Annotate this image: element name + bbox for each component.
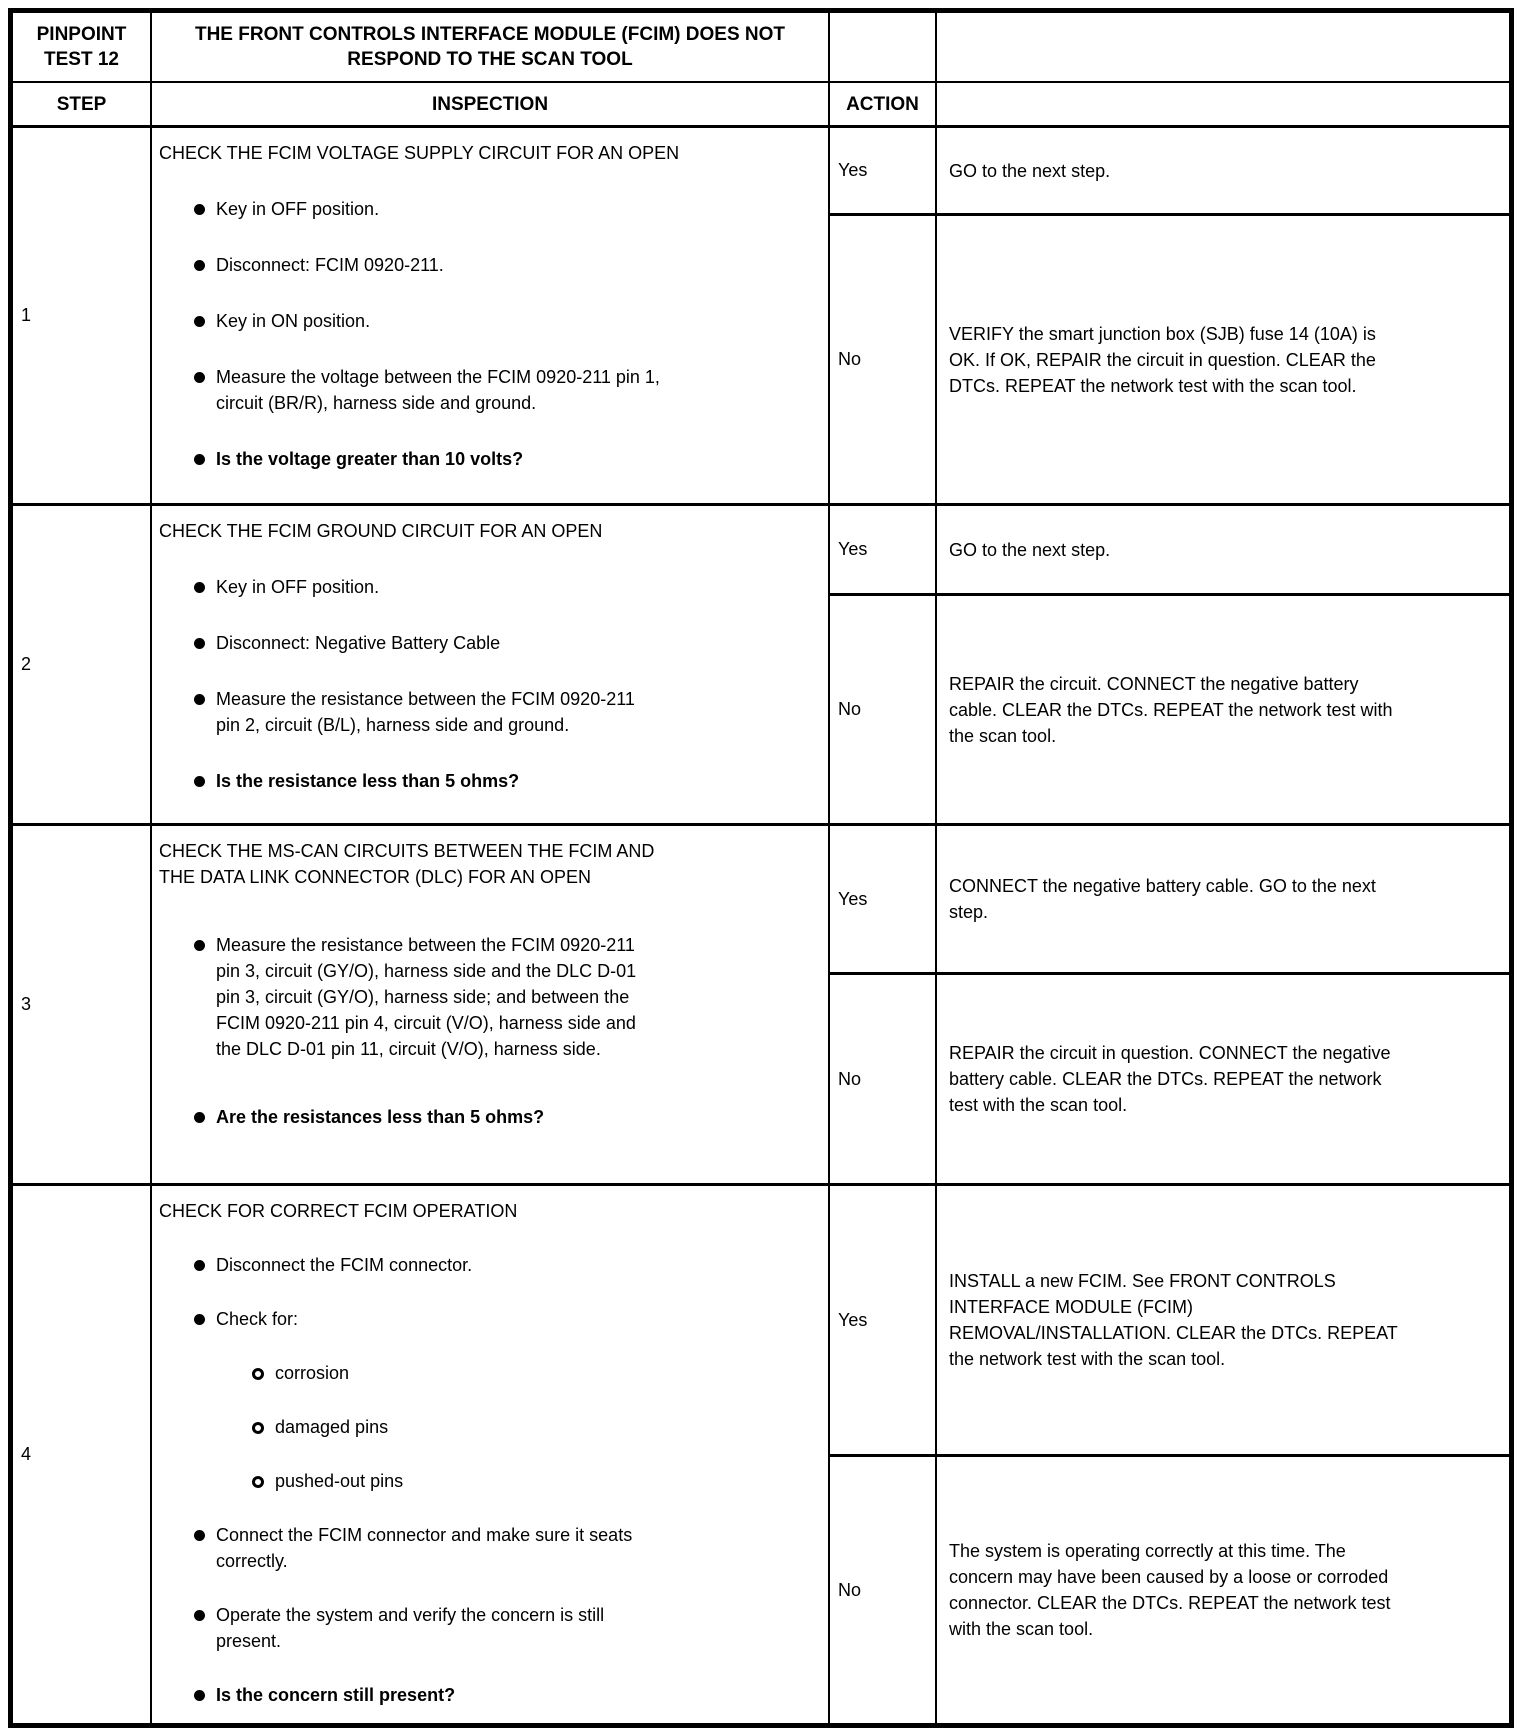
sub-bullet-icon — [252, 1422, 264, 1434]
step-row-3 — [13, 823, 1509, 1183]
answer-cell — [830, 216, 937, 503]
result-cell — [937, 1457, 1509, 1723]
step-row-2 — [13, 503, 1509, 823]
pinpoint-test-label-cell — [13, 13, 152, 81]
result-text: GO to the next step. — [949, 160, 1111, 181]
question-bullet-item: Is the concern still present? — [159, 1682, 820, 1708]
bullet-item: Key in OFF position. — [159, 196, 820, 222]
bullet-icon — [194, 1314, 205, 1325]
result-cell — [937, 216, 1509, 503]
step-number: 3 — [21, 994, 32, 1014]
bullet-item: Disconnect: FCIM 0920-211. — [159, 252, 820, 278]
answer-cell — [830, 975, 937, 1183]
result-text: REPAIR the circuit. CONNECT the negative battery cable. CLEAR the DTCs. REPEAT the network test with the scan tool. — [949, 673, 1393, 746]
bullet-item: Disconnect: Negative Battery Cable — [159, 630, 820, 656]
sub-bullet-item: pushed-out pins — [159, 1468, 820, 1494]
sub-bullet-item: damaged pins — [159, 1414, 820, 1440]
bullet-icon — [194, 1260, 205, 1271]
result-text: The system is operating correctly at this time. The concern may have been caused by a loose or corroded connector. CLEAR the DTCs. REPEAT the network test with the scan tool. — [949, 1541, 1391, 1639]
action-row-yes — [830, 506, 1509, 593]
action-row-yes — [830, 128, 1509, 213]
answer-label: Yes — [838, 160, 868, 180]
bullet-item: Disconnect the FCIM connector. — [159, 1252, 820, 1278]
column-header-row — [13, 81, 1509, 125]
bullet-icon — [194, 776, 205, 787]
answer-cell — [830, 506, 937, 593]
sub-bullet-item: corrosion — [159, 1360, 820, 1386]
step-2-inspection-cell — [152, 506, 830, 823]
answer-cell — [830, 596, 937, 823]
answer-label: Yes — [838, 539, 868, 559]
bullet-item: Check for: — [159, 1306, 820, 1332]
result-text: VERIFY the smart junction box (SJB) fuse 14 (10A) is OK. If OK, REPAIR the circuit in question. CLEAR the DTCs. REPEAT the network test with the scan tool. — [949, 323, 1376, 396]
step-4-action-cells — [830, 1186, 1509, 1723]
action-row-no — [830, 972, 1509, 1183]
test-title: THE FRONT CONTROLS INTERFACE MODULE (FCIM) DOES NOT RESPOND TO THE SCAN TOOL — [194, 24, 786, 70]
bullet-item: Measure the resistance between the FCIM 0920-211 pin 2, circuit (B/L), harness side and ground. — [159, 686, 820, 738]
step-number: 2 — [21, 654, 32, 674]
answer-label: No — [838, 1579, 862, 1600]
bullet-icon — [194, 1530, 205, 1541]
bullet-item: Key in ON position. — [159, 308, 820, 334]
bullet-item: Operate the system and verify the concern is still present. — [159, 1602, 820, 1654]
inspection-title: CHECK THE FCIM VOLTAGE SUPPLY CIRCUIT FOR AN OPEN — [159, 143, 680, 163]
bullet-icon — [194, 940, 205, 951]
step-column-header-cell — [13, 83, 152, 125]
answer-label: No — [838, 349, 862, 369]
answer-cell — [830, 1457, 937, 1723]
step-3-number-cell — [13, 826, 152, 1183]
table-header-row — [13, 13, 1509, 81]
answer-label: No — [838, 699, 862, 719]
step-2-action-cells — [830, 506, 1509, 823]
test-title-cell — [152, 13, 830, 81]
header-empty-result-cell — [937, 13, 1509, 81]
answer-cell — [830, 826, 937, 972]
inspection-title: CHECK FOR CORRECT FCIM OPERATION — [159, 1201, 518, 1221]
bullet-icon — [194, 454, 205, 465]
step-1-inspection-cell — [152, 128, 830, 503]
result-column-header-cell — [937, 83, 1509, 125]
bullet-item: Key in OFF position. — [159, 574, 820, 600]
sub-bullet-icon — [252, 1368, 264, 1380]
bullet-icon — [194, 1690, 205, 1701]
result-cell — [937, 128, 1509, 213]
answer-label: Yes — [838, 888, 868, 909]
action-row-no — [830, 593, 1509, 823]
answer-label: Yes — [838, 1309, 868, 1330]
question-bullet-item: Is the voltage greater than 10 volts? — [159, 446, 820, 472]
step-number: 4 — [21, 1444, 32, 1464]
action-row-no — [830, 1454, 1509, 1723]
step-3-inspection-cell — [152, 826, 830, 1183]
question-bullet-item: Is the resistance less than 5 ohms? — [159, 768, 820, 794]
step-1-action-cells — [830, 128, 1509, 503]
inspection-title: CHECK THE MS-CAN CIRCUITS BETWEEN THE FCIM AND THE DATA LINK CONNECTOR (DLC) FOR AN OPEN — [159, 841, 655, 887]
pinpoint-test-label: PINPOINT TEST 12 — [36, 24, 127, 70]
action-column-header-cell — [830, 83, 937, 125]
bullet-icon — [194, 582, 205, 593]
bullet-item: Measure the resistance between the FCIM 0920-211 pin 3, circuit (GY/O), harness side and the DLC D-01 pin 3, circuit (GY/O), harness side; and between the FCIM 0920-211 pin 4, circuit (V/O), harness side and the DLC D-01 pin 11, circuit (V/O), harness side. — [159, 932, 820, 1062]
action-row-yes — [830, 826, 1509, 972]
step-number: 1 — [21, 305, 32, 325]
result-cell — [937, 1186, 1509, 1454]
result-cell — [937, 826, 1509, 972]
bullet-icon — [194, 372, 205, 383]
step-row-4 — [13, 1183, 1509, 1723]
bullet-item: Measure the voltage between the FCIM 0920-211 pin 1, circuit (BR/R), harness side and ground. — [159, 364, 820, 416]
step-2-number-cell — [13, 506, 152, 823]
inspection-title: CHECK THE FCIM GROUND CIRCUIT FOR AN OPEN — [159, 521, 603, 541]
step-4-inspection-cell — [152, 1186, 830, 1723]
action-column-header: ACTION — [846, 93, 919, 115]
bullet-icon — [194, 638, 205, 649]
step-row-1 — [13, 125, 1509, 503]
result-text: INSTALL a new FCIM. See FRONT CONTROLS INTERFACE MODULE (FCIM) REMOVAL/INSTALLATION. CLEAR the DTCs. REPEAT the network test with the scan tool. — [949, 1271, 1398, 1369]
bullet-icon — [194, 694, 205, 705]
step-3-action-cells — [830, 826, 1509, 1183]
sub-bullet-icon — [252, 1476, 264, 1488]
bullet-icon — [194, 1610, 205, 1621]
step-1-number-cell — [13, 128, 152, 503]
bullet-icon — [194, 260, 205, 271]
answer-label: No — [838, 1068, 862, 1089]
inspection-column-header: INSPECTION — [431, 93, 549, 115]
question-bullet-item: Are the resistances less than 5 ohms? — [159, 1104, 820, 1130]
bullet-icon — [194, 204, 205, 215]
pinpoint-test-table — [8, 8, 1514, 1728]
result-text: REPAIR the circuit in question. CONNECT the negative battery cable. CLEAR the DTCs. REPEAT the network test with the scan tool. — [949, 1043, 1391, 1115]
answer-cell — [830, 128, 937, 213]
result-cell — [937, 596, 1509, 823]
bullet-item: Connect the FCIM connector and make sure it seats correctly. — [159, 1522, 820, 1574]
result-cell — [937, 975, 1509, 1183]
inspection-column-header-cell — [152, 83, 830, 125]
bullet-icon — [194, 1112, 205, 1123]
step-4-number-cell — [13, 1186, 152, 1723]
action-row-no — [830, 213, 1509, 503]
result-text: GO to the next step. — [949, 539, 1111, 560]
header-empty-action-cell — [830, 13, 937, 81]
action-row-yes — [830, 1186, 1509, 1454]
step-column-header: STEP — [56, 93, 107, 115]
result-cell — [937, 506, 1509, 593]
answer-cell — [830, 1186, 937, 1454]
result-text: CONNECT the negative battery cable. GO to the next step. — [949, 876, 1376, 922]
bullet-icon — [194, 316, 205, 327]
